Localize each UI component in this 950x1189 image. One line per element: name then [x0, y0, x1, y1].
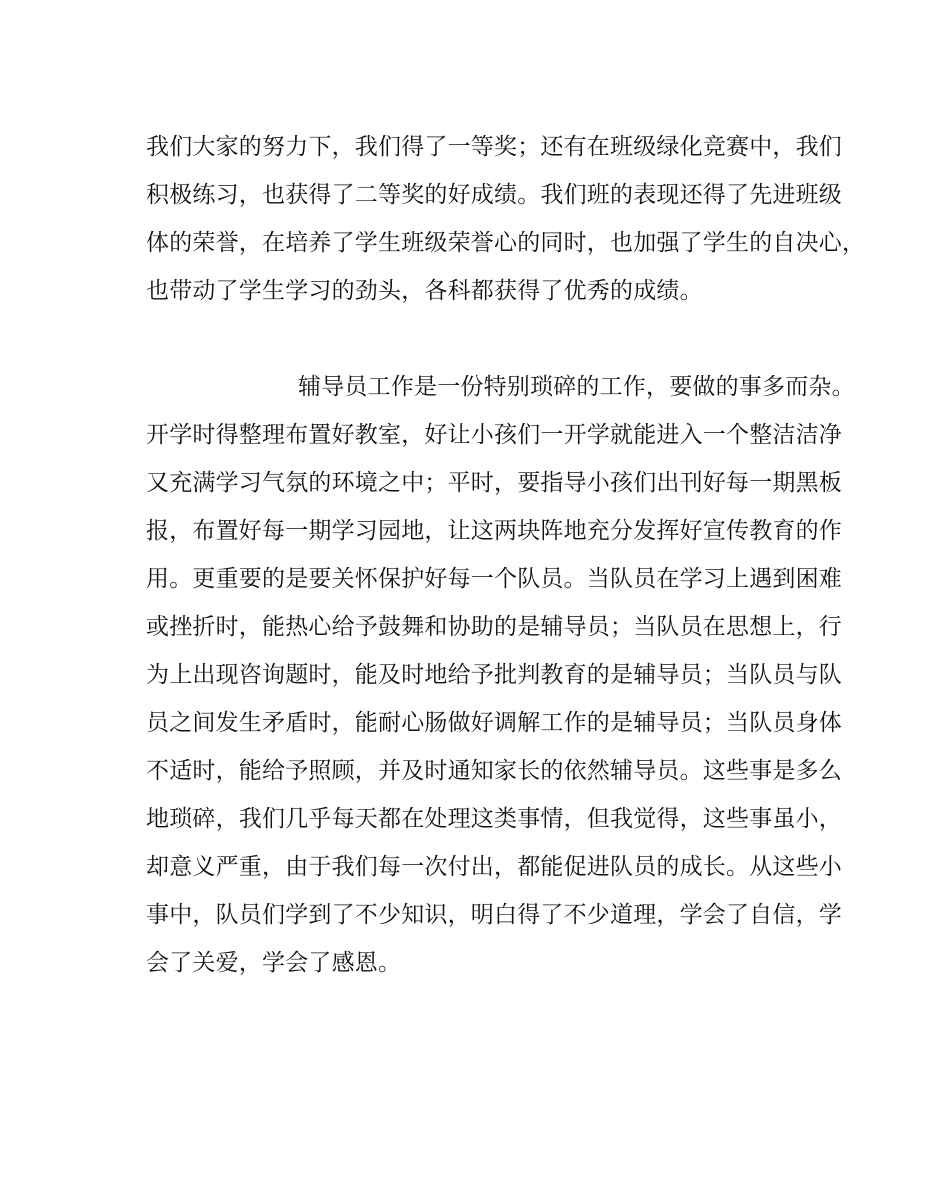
text-line: 报，布置好每一期学习园地，让这两块阵地充分发挥好宣传教育的作 [146, 518, 842, 544]
text-line: 积极练习，也获得了二等奖的好成绩。我们班的表现还得了先进班级 [146, 182, 842, 208]
text-line: 地琐碎，我们几乎每天都在处理这类事情，但我觉得，这些事虽小， [146, 806, 842, 832]
text-line: 却意义严重，由于我们每一次付出，都能促进队员的成长。从这些小 [146, 854, 842, 880]
text-line: 又充满学习气氛的环境之中；平时，要指导小孩们出刊好每一期黑板 [146, 470, 842, 496]
text-line: 或挫折时，能热心给予鼓舞和协助的是辅导员；当队员在思想上，行 [146, 614, 842, 640]
text-line: 用。更重要的是要关怀保护好每一个队员。当队员在学习上遇到困难 [146, 566, 842, 592]
text-line-indented: 辅导员工作是一份特别琐碎的工作，要做的事多而杂。 [298, 374, 855, 400]
text-line: 也带动了学生学习的劲头，各科都获得了优秀的成绩。 [146, 278, 703, 304]
text-line: 不适时，能给予照顾，并及时通知家长的依然辅导员。这些事是多么 [146, 758, 842, 784]
text-line: 我们大家的努力下，我们得了一等奖；还有在班级绿化竞赛中，我们 [146, 134, 842, 160]
text-line: 体的荣誉，在培养了学生班级荣誉心的同时，也加强了学生的自决心， [146, 230, 866, 256]
text-line: 开学时得整理布置好教室，好让小孩们一开学就能进入一个整洁洁净 [146, 422, 842, 448]
text-line: 为上出现咨询题时，能及时地给予批判教育的是辅导员；当队员与队 [146, 662, 842, 688]
text-line: 事中，队员们学到了不少知识，明白得了不少道理，学会了自信，学 [146, 902, 842, 928]
text-line: 会了关爱，学会了感恩。 [146, 950, 402, 976]
text-line: 员之间发生矛盾时，能耐心肠做好调解工作的是辅导员；当队员身体 [146, 710, 842, 736]
